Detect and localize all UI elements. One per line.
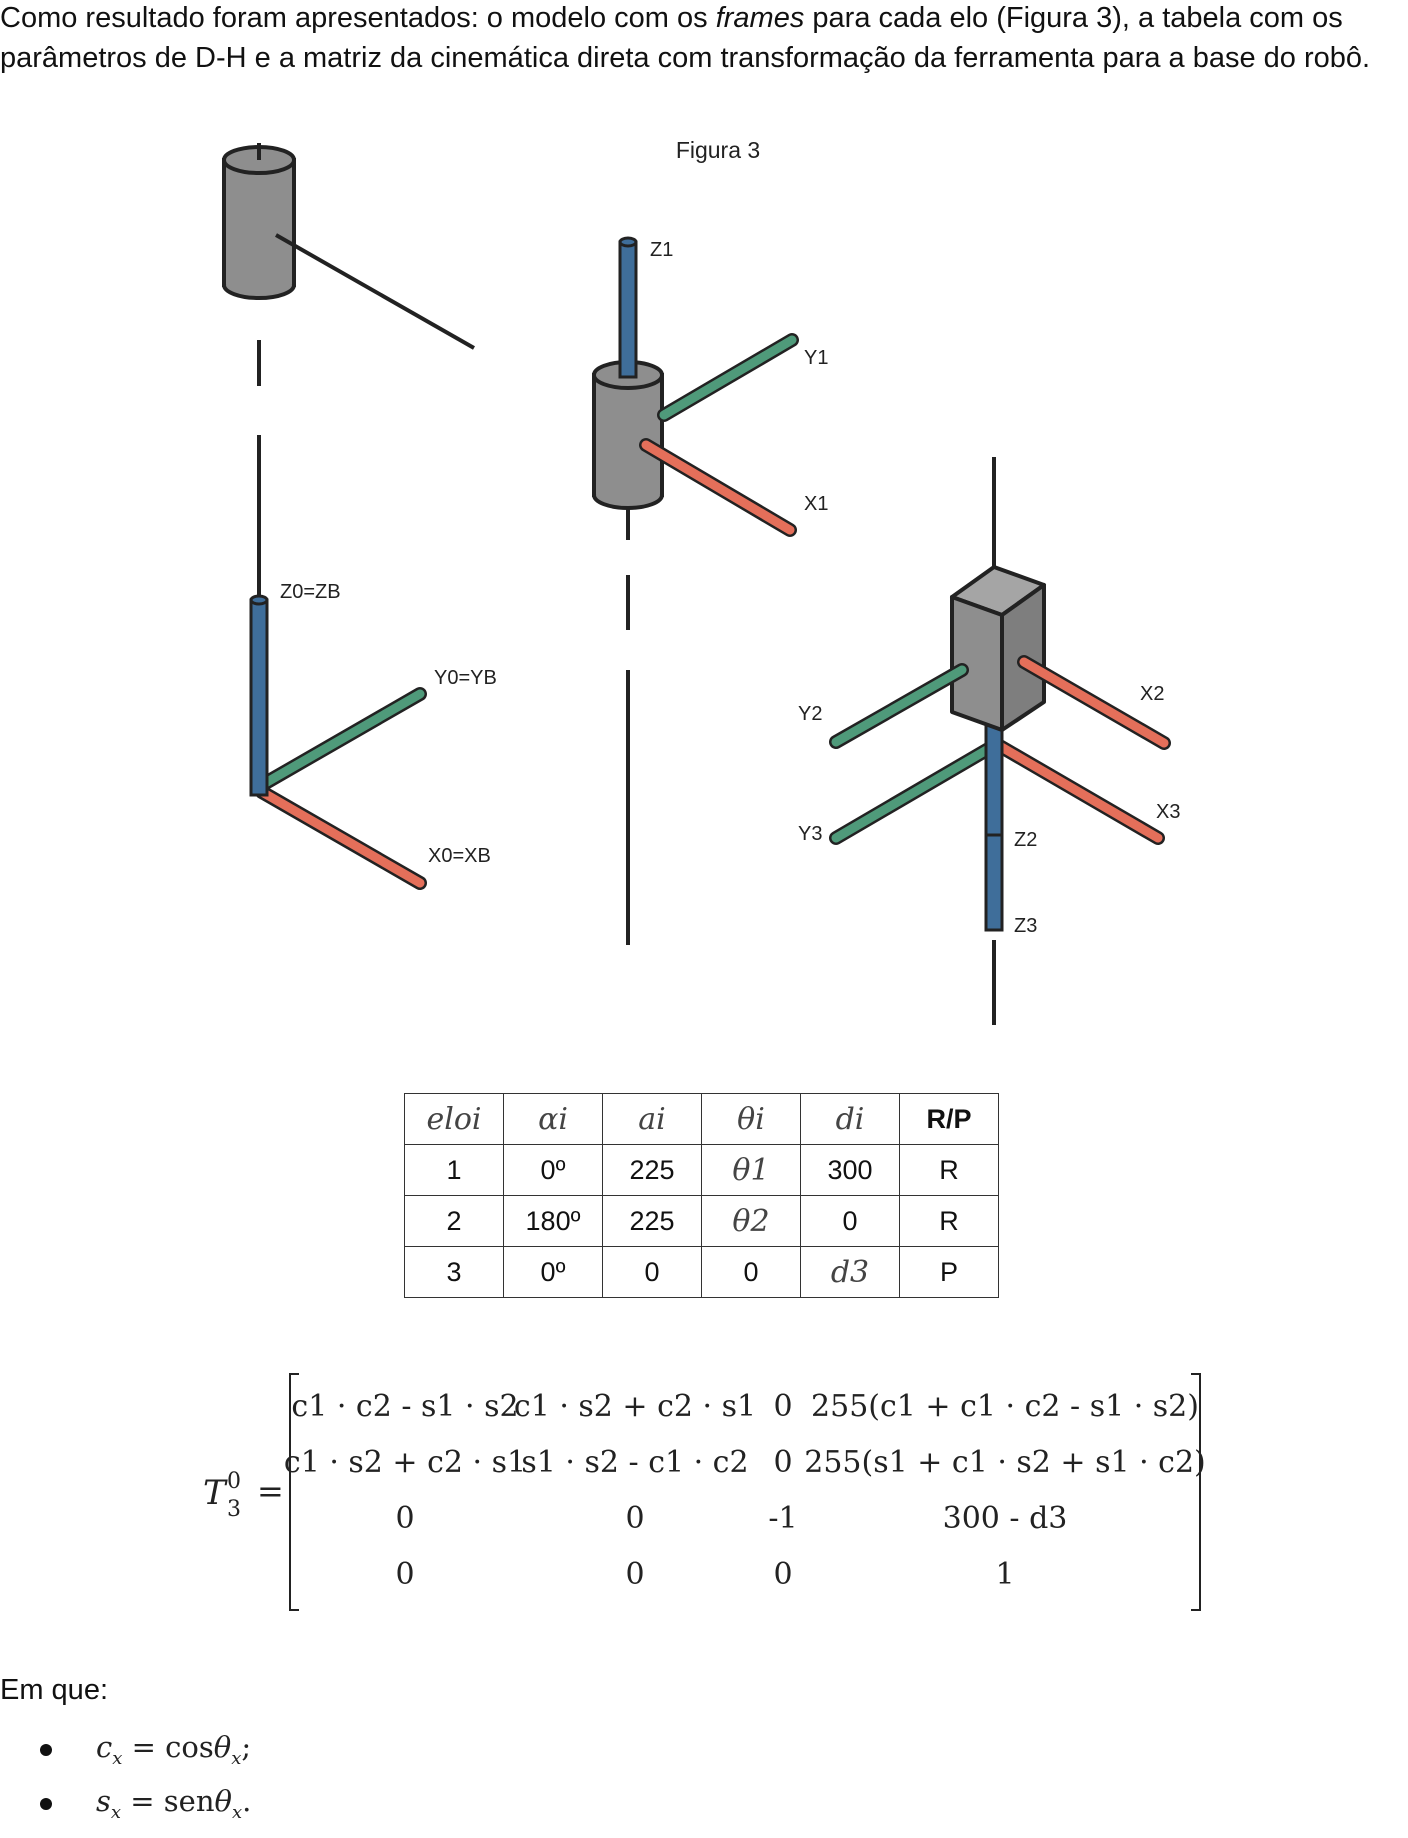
table-cell: θ1	[702, 1145, 801, 1196]
frame-1-z-axis	[620, 242, 636, 377]
intro-text-2: para cada elo (Figura 3), a tabela com os parâmetros de D-H e a matriz da cinemática direta com transformação da ferramenta para a base do robô.	[0, 2, 1371, 74]
table-cell: 0	[702, 1247, 801, 1298]
matrix-cell: 0	[625, 1501, 645, 1536]
header-alpha: αi	[504, 1094, 603, 1145]
dh-parameters-table	[404, 1093, 999, 1298]
matrix-cell: 300 - d3	[942, 1501, 1068, 1536]
label-y1: Y1	[804, 347, 829, 369]
def-var: c	[96, 1730, 113, 1764]
table-cell: d3	[801, 1247, 900, 1298]
frame-3-z-axis	[986, 725, 1002, 930]
forward-kinematics-matrix	[195, 1366, 1215, 1616]
label-x3: X3	[1156, 801, 1181, 823]
def-end: .	[242, 1784, 252, 1818]
matrix-equals: =	[257, 1472, 284, 1510]
figure-3-frames-diagram	[0, 100, 1408, 1030]
header-a: ai	[603, 1094, 702, 1145]
bullet-icon	[40, 1798, 52, 1810]
where-title: Em que:	[0, 1674, 108, 1706]
label-x2: X2	[1140, 683, 1165, 705]
base-cylinder	[224, 143, 474, 348]
matrix-subscript: 3	[227, 1497, 241, 1522]
def-end: ;	[241, 1730, 252, 1764]
frame-0-z-axis	[251, 600, 267, 795]
label-x0: X0=XB	[428, 845, 491, 867]
table-cell: 3	[405, 1247, 504, 1298]
definitions-list	[40, 1730, 251, 1838]
def-theta: θ	[213, 1730, 232, 1764]
figure-caption: Figura 3	[675, 137, 761, 163]
label-z0: Z0=ZB	[280, 581, 341, 603]
label-z3: Z3	[1014, 915, 1038, 937]
label-y2: Y2	[798, 703, 823, 725]
matrix-cell: c1 · c2 - s1 · s2	[291, 1389, 519, 1424]
matrix-cell: 0	[395, 1501, 415, 1536]
table-cell: 0º	[504, 1145, 603, 1196]
matrix-cell: c1 · s2 + c2 · s1	[513, 1389, 757, 1424]
intro-paragraph	[0, 0, 1408, 78]
header-elo: eloi	[405, 1094, 504, 1145]
def-theta-sub: x	[231, 1747, 242, 1769]
table-cell: R	[900, 1196, 999, 1247]
table-cell: P	[900, 1247, 999, 1298]
frame-0-axes	[251, 596, 420, 883]
matrix-cell: -1	[768, 1501, 798, 1536]
matrix-cell: 0	[625, 1557, 645, 1592]
table-cell: R	[900, 1145, 999, 1196]
matrix-cell: 0	[773, 1389, 793, 1424]
list-item	[40, 1784, 251, 1838]
table-row	[405, 1196, 999, 1247]
table-cell: θ2	[702, 1196, 801, 1247]
table-cell: 0	[603, 1247, 702, 1298]
header-d: di	[801, 1094, 900, 1145]
frame-1-joint	[594, 238, 792, 945]
table-cell: 300	[801, 1145, 900, 1196]
table-row	[405, 1247, 999, 1298]
intro-text-1: Como resultado foram apresentados: o modelo com os	[0, 2, 716, 34]
def-theta-sub: x	[231, 1801, 243, 1823]
table-header-row	[405, 1094, 999, 1145]
intro-frames: frames	[715, 2, 805, 34]
label-z1: Z1	[650, 239, 674, 261]
table-row	[405, 1145, 999, 1196]
def-sub: x	[110, 1801, 122, 1823]
matrix-cell: c1 · s2 + c2 · s1	[283, 1445, 527, 1480]
matrix-cell: 255(c1 + c1 · c2 - s1 · s2)	[811, 1389, 1199, 1424]
table-cell: 0º	[504, 1247, 603, 1298]
matrix-cell: 0	[773, 1557, 793, 1592]
def-eq: = cos	[122, 1730, 214, 1764]
matrix-cell: 255(s1 + c1 · s2 + s1 · c2)	[804, 1445, 1206, 1480]
table-cell: 225	[603, 1196, 702, 1247]
matrix-cell: 0	[395, 1557, 415, 1592]
matrix-cell: s1 · s2 - c1 · c2	[521, 1445, 749, 1480]
table-cell: 1	[405, 1145, 504, 1196]
table-cell: 0	[801, 1196, 900, 1247]
matrix-symbol: T	[203, 1473, 226, 1513]
def-sub: x	[112, 1747, 123, 1769]
def-var: s	[96, 1784, 111, 1818]
def-eq: = sen	[121, 1784, 215, 1818]
matrix-superscript: 0	[227, 1469, 241, 1494]
list-item	[40, 1730, 251, 1784]
label-x1: X1	[804, 493, 829, 515]
matrix-cell: 1	[995, 1557, 1015, 1592]
header-rp: R/P	[900, 1094, 999, 1145]
table-cell: 180º	[504, 1196, 603, 1247]
matrix-cell: 0	[773, 1445, 793, 1480]
label-z2: Z2	[1014, 829, 1038, 851]
frames-2-3-joint	[836, 457, 1164, 1025]
label-y0: Y0=YB	[434, 667, 497, 689]
label-y3: Y3	[798, 823, 823, 845]
def-theta: θ	[214, 1784, 232, 1818]
header-theta: θi	[702, 1094, 801, 1145]
bullet-icon	[40, 1744, 52, 1756]
table-cell: 2	[405, 1196, 504, 1247]
table-cell: 225	[603, 1145, 702, 1196]
